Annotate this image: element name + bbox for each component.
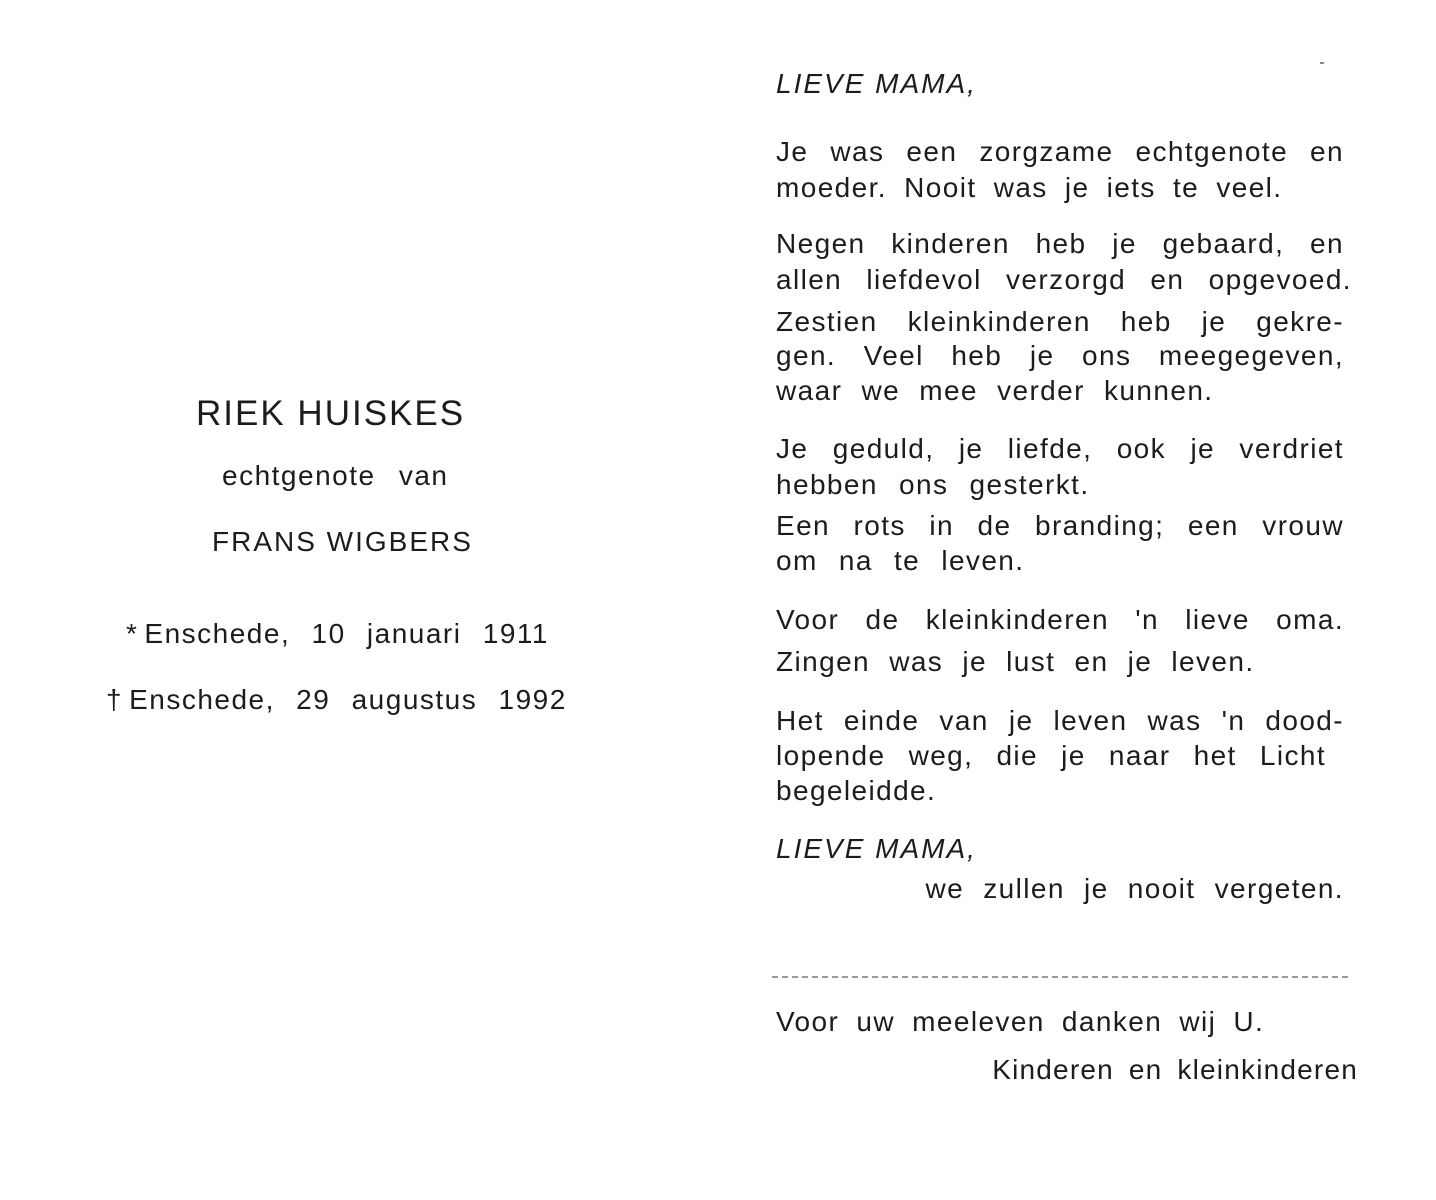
poem-line: Je was een zorgzame echtgenote en [776,136,1344,167]
poem-line: Een rots in de branding; een vrouw [776,510,1344,541]
poem-line: Je geduld, je liefde, ook je verdriet [776,433,1344,464]
spouse-relation: echtgenote van [222,460,449,491]
poem-line: moeder. Nooit was je iets te veel. [776,172,1283,203]
death-date: Enschede, 29 augustus 1992 [129,684,567,715]
birth-date: Enschede, 10 januari 1911 [144,618,549,649]
poem-closing: we zullen je nooit vergeten. [925,873,1344,904]
poem-line: Zingen was je lust en je leven. [776,646,1255,677]
divider-line [772,976,1348,978]
death-line [106,684,567,716]
birth-line [126,618,549,650]
poem-line: Voor de kleinkinderen 'n lieve oma. [776,604,1344,635]
death-cross-symbol: † [106,684,124,715]
birth-star-symbol: * [126,618,139,649]
poem-closing-salutation: LIEVE MAMA, [776,833,977,864]
poem-salutation: LIEVE MAMA, [776,68,977,99]
poem-line: Het einde van je leven was 'n dood- [776,705,1344,736]
poem-line: Negen kinderen heb je gebaard, en [776,228,1344,259]
poem-line: gen. Veel heb je ons meegegeven, [776,340,1344,371]
poem-line: allen liefdevol verzorgd en opgevoed. [776,264,1352,295]
signature: Kinderen en kleinkinderen [992,1054,1358,1085]
thanks-line: Voor uw meeleven danken wij U. [776,1006,1265,1037]
poem-line: Zestien kleinkinderen heb je gekre- [776,306,1344,337]
deceased-name: RIEK HUISKES [196,394,466,433]
poem-line: lopende weg, die je naar het Licht [776,740,1326,771]
poem-line: waar we mee verder kunnen. [776,375,1214,406]
print-speck [1320,62,1324,64]
poem-line: hebben ons gesterkt. [776,469,1090,500]
spouse-name: FRANS WIGBERS [212,526,473,557]
poem-line: begeleidde. [776,775,937,806]
memorial-right-panel [720,0,1436,1200]
poem-line: om na te leven. [776,545,1025,576]
